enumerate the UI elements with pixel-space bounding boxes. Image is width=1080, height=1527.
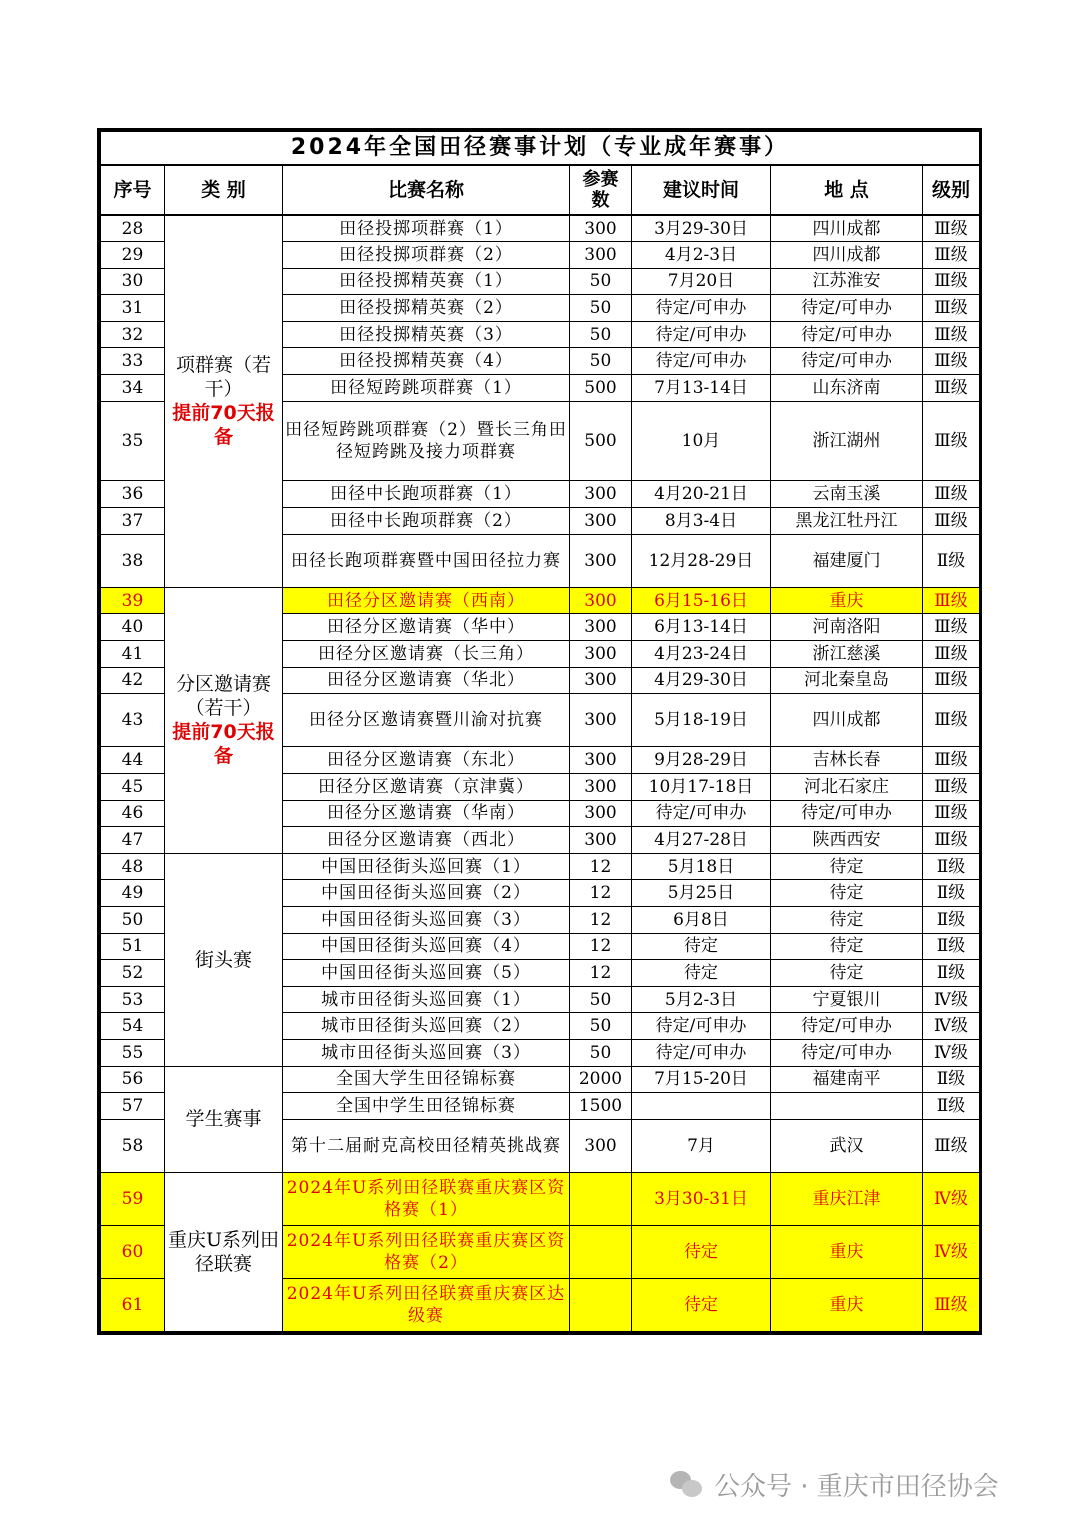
event-location: 云南玉溪 — [771, 481, 923, 508]
event-time: 待定/可申办 — [632, 800, 771, 827]
event-time: 待定 — [632, 933, 771, 960]
event-name: 2024年U系列田径联赛重庆赛区资格赛（2） — [283, 1226, 570, 1279]
event-location: 河北秦皇岛 — [771, 667, 923, 694]
participants: 300 — [570, 215, 632, 242]
event-time: 7月 — [632, 1119, 771, 1172]
row-no: 46 — [101, 800, 165, 827]
event-time: 6月13-14日 — [632, 614, 771, 641]
event-name: 中国田径街头巡回赛（1） — [283, 853, 570, 880]
event-location: 山东济南 — [771, 375, 923, 402]
event-level: Ⅲ级 — [923, 641, 980, 668]
event-time: 12月28-29日 — [632, 534, 771, 587]
event-time: 8月3-4日 — [632, 508, 771, 535]
event-name: 城市田径街头巡回赛（3） — [283, 1039, 570, 1066]
row-no: 49 — [101, 880, 165, 907]
event-time: 待定/可申办 — [632, 321, 771, 348]
event-time: 10月17-18日 — [632, 773, 771, 800]
event-level: Ⅲ级 — [923, 268, 980, 295]
event-name: 田径中长跑项群赛（1） — [283, 481, 570, 508]
event-level: Ⅱ级 — [923, 534, 980, 587]
event-name: 城市田径街头巡回赛（1） — [283, 986, 570, 1013]
row-no: 54 — [101, 1013, 165, 1040]
event-time: 待定 — [632, 1279, 771, 1332]
event-name: 田径分区邀请赛（京津冀） — [283, 773, 570, 800]
participants: 300 — [570, 1119, 632, 1172]
event-location: 福建厦门 — [771, 534, 923, 587]
event-name: 中国田径街头巡回赛（3） — [283, 906, 570, 933]
participants — [570, 1226, 632, 1279]
row-no: 38 — [101, 534, 165, 587]
participants: 2000 — [570, 1066, 632, 1093]
table-row — [101, 587, 980, 614]
participants: 300 — [570, 614, 632, 641]
category-cell — [165, 587, 283, 853]
event-level: Ⅲ级 — [923, 375, 980, 402]
row-no: 30 — [101, 268, 165, 295]
event-level: Ⅲ级 — [923, 215, 980, 242]
event-level: Ⅲ级 — [923, 614, 980, 641]
participants: 12 — [570, 960, 632, 987]
category-label: 学生赛事 — [185, 1108, 262, 1131]
category-note: 提前70天报备 — [172, 721, 275, 768]
event-time: 待定 — [632, 1226, 771, 1279]
event-time: 5月18日 — [632, 853, 771, 880]
event-location: 四川成都 — [771, 215, 923, 242]
event-name: 田径短跨跳项群赛（1） — [283, 375, 570, 402]
table-row — [101, 1172, 980, 1225]
schedule-sheet — [97, 128, 982, 1335]
event-level: Ⅳ级 — [923, 1013, 980, 1040]
event-location: 待定 — [771, 906, 923, 933]
table-row — [101, 853, 980, 880]
event-location: 浙江湖州 — [771, 401, 923, 481]
event-name: 田径分区邀请赛暨川渝对抗赛 — [283, 694, 570, 747]
event-time: 待定/可申办 — [632, 1039, 771, 1066]
event-level: Ⅲ级 — [923, 694, 980, 747]
event-level: Ⅱ级 — [923, 960, 980, 987]
table-row — [101, 215, 980, 242]
event-level: Ⅱ级 — [923, 933, 980, 960]
event-level: Ⅱ级 — [923, 1066, 980, 1093]
row-no: 40 — [101, 614, 165, 641]
participants: 300 — [570, 773, 632, 800]
event-name: 田径投掷精英赛（2） — [283, 295, 570, 322]
event-name: 田径投掷项群赛（1） — [283, 215, 570, 242]
row-no: 29 — [101, 242, 165, 269]
event-name: 中国田径街头巡回赛（4） — [283, 933, 570, 960]
event-location: 重庆江津 — [771, 1172, 923, 1225]
participants: 300 — [570, 747, 632, 774]
event-time: 4月29-30日 — [632, 667, 771, 694]
header-participants: 参赛数 — [570, 165, 632, 215]
participants — [570, 1279, 632, 1332]
row-no: 42 — [101, 667, 165, 694]
row-no: 60 — [101, 1226, 165, 1279]
participants: 50 — [570, 348, 632, 375]
row-no: 53 — [101, 986, 165, 1013]
table-row — [101, 1066, 980, 1093]
schedule-table — [100, 131, 980, 1332]
event-name: 全国中学生田径锦标赛 — [283, 1093, 570, 1120]
event-level: Ⅲ级 — [923, 800, 980, 827]
event-location: 陕西西安 — [771, 827, 923, 854]
category-cell — [165, 1172, 283, 1332]
event-name: 田径分区邀请赛（西北） — [283, 827, 570, 854]
event-name: 中国田径街头巡回赛（5） — [283, 960, 570, 987]
participants: 12 — [570, 906, 632, 933]
watermark — [670, 1464, 999, 1504]
participants: 50 — [570, 295, 632, 322]
event-name: 田径中长跑项群赛（2） — [283, 508, 570, 535]
row-no: 34 — [101, 375, 165, 402]
category-label: 项群赛（若干） — [175, 354, 271, 401]
row-no: 39 — [101, 587, 165, 614]
participants: 12 — [570, 853, 632, 880]
event-level: Ⅲ级 — [923, 1279, 980, 1332]
row-no: 61 — [101, 1279, 165, 1332]
event-location: 重庆 — [771, 587, 923, 614]
event-location — [771, 1093, 923, 1120]
participants — [570, 1172, 632, 1225]
event-name: 田径短跨跳项群赛（2）暨长三角田径短跨跳及接力项群赛 — [283, 401, 570, 481]
event-time: 3月29-30日 — [632, 215, 771, 242]
event-level: Ⅱ级 — [923, 880, 980, 907]
event-time: 待定/可申办 — [632, 1013, 771, 1040]
event-location: 待定/可申办 — [771, 295, 923, 322]
participants: 300 — [570, 534, 632, 587]
event-level: Ⅳ级 — [923, 986, 980, 1013]
event-level: Ⅲ级 — [923, 295, 980, 322]
event-location: 江苏淮安 — [771, 268, 923, 295]
event-time: 待定 — [632, 960, 771, 987]
event-name: 田径分区邀请赛（华中） — [283, 614, 570, 641]
event-time: 6月15-16日 — [632, 587, 771, 614]
row-no: 47 — [101, 827, 165, 854]
row-no: 52 — [101, 960, 165, 987]
participants: 50 — [570, 268, 632, 295]
participants: 500 — [570, 401, 632, 481]
event-location: 河南洛阳 — [771, 614, 923, 641]
event-level: Ⅲ级 — [923, 1119, 980, 1172]
category-note: 提前70天报备 — [172, 402, 275, 449]
header-name: 比赛名称 — [283, 165, 570, 215]
event-level: Ⅳ级 — [923, 1172, 980, 1225]
participants: 300 — [570, 508, 632, 535]
event-location: 重庆 — [771, 1279, 923, 1332]
event-time — [632, 1093, 771, 1120]
event-location: 四川成都 — [771, 242, 923, 269]
event-location: 河北石家庄 — [771, 773, 923, 800]
event-level: Ⅳ级 — [923, 1039, 980, 1066]
event-level: Ⅲ级 — [923, 773, 980, 800]
participants: 1500 — [570, 1093, 632, 1120]
event-name: 田径投掷精英赛（4） — [283, 348, 570, 375]
row-no: 57 — [101, 1093, 165, 1120]
event-level: Ⅲ级 — [923, 321, 980, 348]
event-time: 3月30-31日 — [632, 1172, 771, 1225]
event-time: 9月28-29日 — [632, 747, 771, 774]
event-level: Ⅱ级 — [923, 1093, 980, 1120]
participants: 300 — [570, 641, 632, 668]
event-level: Ⅲ级 — [923, 481, 980, 508]
event-location: 武汉 — [771, 1119, 923, 1172]
event-level: Ⅲ级 — [923, 508, 980, 535]
row-no: 58 — [101, 1119, 165, 1172]
event-name: 2024年U系列田径联赛重庆赛区资格赛（1） — [283, 1172, 570, 1225]
page-title: 2024年全国田径赛事计划（专业成年赛事） — [101, 132, 980, 166]
row-no: 28 — [101, 215, 165, 242]
event-location: 待定 — [771, 933, 923, 960]
row-no: 48 — [101, 853, 165, 880]
row-no: 33 — [101, 348, 165, 375]
category-label: 街头赛 — [194, 948, 252, 971]
row-no: 56 — [101, 1066, 165, 1093]
category-label: 分区邀请赛（若干） — [175, 673, 271, 720]
event-level: Ⅲ级 — [923, 587, 980, 614]
participants: 300 — [570, 827, 632, 854]
event-level: Ⅲ级 — [923, 401, 980, 481]
row-no: 45 — [101, 773, 165, 800]
event-time: 10月 — [632, 401, 771, 481]
event-level: Ⅲ级 — [923, 242, 980, 269]
event-location: 宁夏银川 — [771, 986, 923, 1013]
event-location: 四川成都 — [771, 694, 923, 747]
participants: 300 — [570, 481, 632, 508]
event-time: 5月18-19日 — [632, 694, 771, 747]
event-location: 重庆 — [771, 1226, 923, 1279]
watermark-text: 公众号 · 重庆市田径协会 — [714, 1471, 999, 1502]
event-name: 全国大学生田径锦标赛 — [283, 1066, 570, 1093]
event-name: 田径分区邀请赛（华南） — [283, 800, 570, 827]
event-time: 待定/可申办 — [632, 295, 771, 322]
row-no: 31 — [101, 295, 165, 322]
participants: 50 — [570, 1013, 632, 1040]
event-time: 待定/可申办 — [632, 348, 771, 375]
event-time: 7月20日 — [632, 268, 771, 295]
event-name: 田径投掷项群赛（2） — [283, 242, 570, 269]
event-location: 黑龙江牡丹江 — [771, 508, 923, 535]
row-no: 32 — [101, 321, 165, 348]
event-name: 第十二届耐克高校田径精英挑战赛 — [283, 1119, 570, 1172]
category-cell — [165, 1066, 283, 1172]
row-no: 59 — [101, 1172, 165, 1225]
event-location: 待定/可申办 — [771, 348, 923, 375]
participants: 12 — [570, 933, 632, 960]
row-no: 35 — [101, 401, 165, 481]
wechat-icon — [670, 1469, 704, 1499]
event-location: 待定 — [771, 960, 923, 987]
header-no: 序号 — [101, 165, 165, 215]
event-level: Ⅲ级 — [923, 667, 980, 694]
event-name: 中国田径街头巡回赛（2） — [283, 880, 570, 907]
event-level: Ⅲ级 — [923, 348, 980, 375]
row-no: 43 — [101, 694, 165, 747]
header-category: 类 别 — [165, 165, 283, 215]
row-no: 36 — [101, 481, 165, 508]
participants: 300 — [570, 587, 632, 614]
event-location: 福建南平 — [771, 1066, 923, 1093]
event-name: 田径长跑项群赛暨中国田径拉力赛 — [283, 534, 570, 587]
event-name: 城市田径街头巡回赛（2） — [283, 1013, 570, 1040]
participants: 300 — [570, 667, 632, 694]
event-time: 4月2-3日 — [632, 242, 771, 269]
table-body — [101, 215, 980, 1332]
category-cell — [165, 853, 283, 1066]
participants: 300 — [570, 694, 632, 747]
header-time: 建议时间 — [632, 165, 771, 215]
row-no: 37 — [101, 508, 165, 535]
event-time: 4月20-21日 — [632, 481, 771, 508]
event-time: 6月8日 — [632, 906, 771, 933]
event-name: 田径分区邀请赛（长三角） — [283, 641, 570, 668]
event-time: 4月27-28日 — [632, 827, 771, 854]
row-no: 51 — [101, 933, 165, 960]
participants: 50 — [570, 321, 632, 348]
event-level: Ⅲ级 — [923, 747, 980, 774]
event-location: 浙江慈溪 — [771, 641, 923, 668]
event-time: 5月25日 — [632, 880, 771, 907]
event-name: 田径分区邀请赛（华北） — [283, 667, 570, 694]
participants: 500 — [570, 375, 632, 402]
header-level: 级别 — [923, 165, 980, 215]
row-no: 55 — [101, 1039, 165, 1066]
event-time: 4月23-24日 — [632, 641, 771, 668]
participants: 50 — [570, 986, 632, 1013]
event-name: 田径投掷精英赛（3） — [283, 321, 570, 348]
participants: 300 — [570, 800, 632, 827]
participants: 50 — [570, 1039, 632, 1066]
event-location: 吉林长春 — [771, 747, 923, 774]
participants: 12 — [570, 880, 632, 907]
event-level: Ⅱ级 — [923, 906, 980, 933]
event-location: 待定/可申办 — [771, 800, 923, 827]
event-level: Ⅲ级 — [923, 827, 980, 854]
event-location: 待定/可申办 — [771, 1013, 923, 1040]
category-cell — [165, 215, 283, 587]
category-label: 重庆U系列田径联赛 — [167, 1229, 279, 1276]
participants: 300 — [570, 242, 632, 269]
event-name: 田径分区邀请赛（东北） — [283, 747, 570, 774]
event-name: 田径分区邀请赛（西南） — [283, 587, 570, 614]
event-location: 待定/可申办 — [771, 1039, 923, 1066]
event-time: 5月2-3日 — [632, 986, 771, 1013]
event-name: 田径投掷精英赛（1） — [283, 268, 570, 295]
event-level: Ⅱ级 — [923, 853, 980, 880]
header-location: 地 点 — [771, 165, 923, 215]
event-location: 待定 — [771, 880, 923, 907]
event-name: 2024年U系列田径联赛重庆赛区达级赛 — [283, 1279, 570, 1332]
row-no: 41 — [101, 641, 165, 668]
event-location: 待定/可申办 — [771, 321, 923, 348]
event-time: 7月15-20日 — [632, 1066, 771, 1093]
event-level: Ⅳ级 — [923, 1226, 980, 1279]
row-no: 44 — [101, 747, 165, 774]
row-no: 50 — [101, 906, 165, 933]
event-time: 7月13-14日 — [632, 375, 771, 402]
header-row — [101, 165, 980, 215]
event-location: 待定 — [771, 853, 923, 880]
